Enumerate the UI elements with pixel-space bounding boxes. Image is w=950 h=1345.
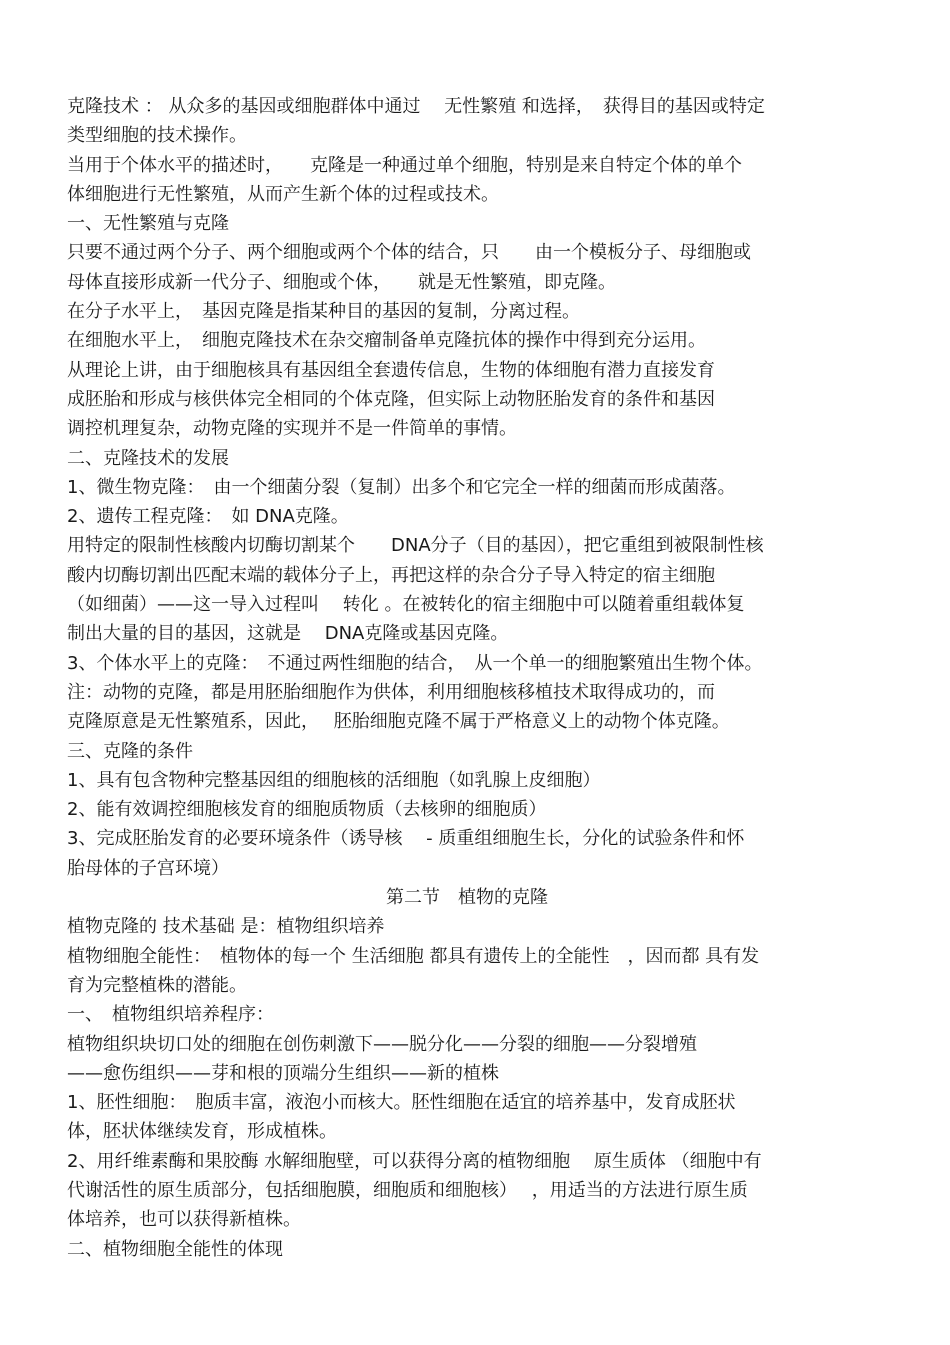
section-heading: 三、克隆的条件 — [67, 740, 193, 762]
section-heading: 一、无性繁殖与克隆 — [67, 213, 229, 235]
text-line: 2、遗传工程克隆： 如 DNA克隆。 — [67, 506, 349, 528]
text-line: 代谢活性的原生质部分，包括细胞膜，细胞质和细胞核） ，用适当的方法进行原生质 — [67, 1179, 748, 1201]
chapter-title: 第二节 植物的克隆 — [386, 887, 548, 909]
text-line: 克隆原意是无性繁殖系，因此， 胚胎细胞克隆不属于严格意义上的动物个体克隆。 — [67, 711, 730, 733]
text-line: 当用于个体水平的描述时， 克隆是一种通过单个细胞，特别是来自特定个体的单个 — [67, 154, 742, 176]
text-line: 类型细胞的技术操作。 — [67, 125, 247, 147]
document-body — [67, 92, 877, 1264]
text-line: ——愈伤组织——芽和根的顶端分生组织——新的植株 — [67, 1062, 499, 1084]
text-line: 在分子水平上， 基因克隆是指某种目的基因的复制，分离过程。 — [67, 301, 580, 323]
text-line: 制出大量的目的基因，这就是 DNA克隆或基因克隆。 — [67, 623, 509, 645]
text-line: 酸内切酶切割出匹配末端的载体分子上，再把这样的杂合分子导入特定的宿主细胞 — [67, 564, 715, 586]
text-line: 母体直接形成新一代分子、细胞或个体， 就是无性繁殖，即克隆。 — [67, 271, 616, 293]
section-heading: 二、植物细胞全能性的体现 — [67, 1238, 283, 1260]
text-line: （如细菌）——这一导入过程叫 转化 。在被转化的宿主细胞中可以随着重组载体复 — [67, 594, 745, 616]
text-line: 胎母体的子宫环境） — [67, 857, 229, 879]
text-line: 体，胚状体继续发育，形成植株。 — [67, 1121, 337, 1143]
text-line: 体细胞进行无性繁殖，从而产生新个体的过程或技术。 — [67, 183, 499, 205]
text-line: 只要不通过两个分子、两个细胞或两个个体的结合，只 由一个模板分子、母细胞或 — [67, 242, 751, 264]
text-line: 植物组织块切口处的细胞在创伤刺激下——脱分化——分裂的细胞——分裂增殖 — [67, 1033, 697, 1055]
text-line: 成胚胎和形成与核供体完全相同的个体克隆，但实际上动物胚胎发育的条件和基因 — [67, 388, 715, 410]
text-line: 在细胞水平上， 细胞克隆技术在杂交瘤制备单克隆抗体的操作中得到充分运用。 — [67, 330, 706, 352]
text-line: 3、完成胚胎发育的必要环境条件（诱导核 - 质重组细胞生长，分化的试验条件和怀 — [67, 828, 745, 850]
text-line: 克隆技术 ： 从众多的基因或细胞群体中通过 无性繁殖 和选择， 获得目的基因或特定 — [67, 96, 765, 117]
text-line: 1、胚性细胞： 胞质丰富，液泡小而核大。胚性细胞在适宜的培养基中，发育成胚状 — [67, 1092, 736, 1114]
text-line: 植物克隆的 技术基础 是：植物组织培养 — [67, 916, 385, 938]
section-heading: 一、 植物组织培养程序： — [67, 1004, 274, 1026]
section-heading: 二、克隆技术的发展 — [67, 447, 229, 469]
text-line: 调控机理复杂，动物克隆的实现并不是一件简单的事情。 — [67, 418, 517, 440]
text-line: 育为完整植株的潜能。 — [67, 974, 247, 996]
text-line: 1、微生物克隆： 由一个细菌分裂（复制）出多个和它完全一样的细菌而形成菌落。 — [67, 476, 736, 498]
text-line: 注：动物的克隆，都是用胚胎细胞作为供体，利用细胞核移植技术取得成功的，而 — [67, 681, 715, 703]
text-line: 植物细胞全能性： 植物体的每一个 生活细胞 都具有遗传上的全能性 ，因而都 具有发 — [67, 945, 760, 967]
text-line: 1、具有包含物种完整基因组的细胞核的活细胞（如乳腺上皮细胞） — [67, 769, 601, 791]
text-line: 体培养，也可以获得新植株。 — [67, 1209, 301, 1231]
text-line: 3、个体水平上的克隆： 不通过两性细胞的结合， 从一个单一的细胞繁殖出生物个体。 — [67, 652, 763, 674]
text-line: 2、能有效调控细胞核发育的细胞质物质（去核卵的细胞质） — [67, 799, 547, 821]
text-line: 从理论上讲，由于细胞核具有基因组全套遗传信息，生物的体细胞有潜力直接发育 — [67, 359, 715, 381]
text-line: 用特定的限制性核酸内切酶切割某个 DNA分子（目的基因），把它重组到被限制性核 — [67, 535, 764, 557]
text-line: 2、用纤维素酶和果胶酶 水解细胞壁，可以获得分离的植物细胞 原生质体 （细胞中有 — [67, 1150, 762, 1172]
